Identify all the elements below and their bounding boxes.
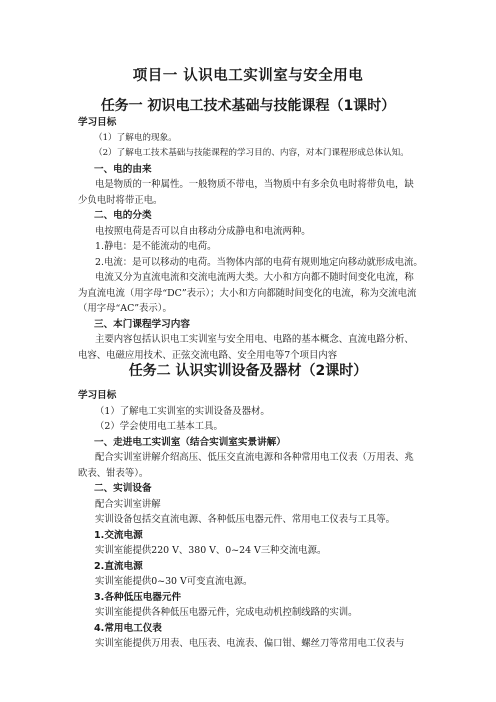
task2-item3-text: 实训室能提供各种低压电器元件，完成电动机控制线路的实训。 [95, 607, 358, 618]
project-title: 项目一 认识电工实训室与安全用电 [132, 68, 364, 84]
task2-section2-line1: 配合实训室讲解 [95, 498, 161, 510]
task2-section2-heading: 二、实训设备 [94, 483, 152, 494]
task2-item3-heading: 3.各种低压电器元件 [94, 591, 182, 603]
task1-section3-heading: 三、本门课程学习内容 [94, 318, 190, 330]
task2-item1-text: 实训室能提供220 V、380 V、0~24 V三种交流电源。 [95, 545, 327, 556]
task2-section2-line2: 实训设备包括交直流电源、各种低压电器元件、常用电工仪表与工具等。 [95, 514, 396, 525]
task1-section2-intro: 电按照电荷是否可以自由移动分成静电和电流两种。 [95, 225, 311, 237]
task2-item2-text: 实训室能提供0~30 V可变直流电源。 [95, 576, 253, 587]
task1-goals-heading: 学习目标 [78, 117, 117, 128]
task1-section2-item2: 2.电流：是可以移动的电荷。当物体内部的电荷有规则地定向移动就形成电流。 [95, 256, 423, 268]
task1-goal-2: （2）了解电工技术基础与技能课程的学习目的、内容，对本门课程形成总体认知。 [94, 148, 409, 158]
task2-item4-text: 实训室能提供万用表、电压表、电流表、偏口钳、螺丝刀等常用电工仪表与 [95, 638, 405, 649]
task1-section2-heading: 二、电的分类 [94, 210, 152, 221]
task1-section3-text: 主要内容包括认识电工实训室与安全用电、电路的基本概念、直流电路分析、电容、电磁应用技术、正弦交流电路、安全用电等7个项目内容 [78, 334, 414, 361]
task2-section1-text: 配合实训室讲解介绍高压、低压交直流电源和各种常用电工仪表（万用表、兆欧表、钳表等）。 [78, 452, 414, 479]
task2-section1-heading: 一、走进电工实训室（结合实训室实景讲解） [94, 436, 286, 448]
task2-goal-2: （2）学会使用电工基本工具。 [95, 421, 223, 432]
task2-goals-heading: 学习目标 [78, 390, 117, 401]
task2-item1-heading: 1.交流电源 [94, 529, 143, 541]
task2-title: 任务二 认识实训设备及器材（2课时） [128, 363, 368, 379]
task2-body [78, 388, 423, 652]
task1-goal-1: （1）了解电的现象。 [94, 132, 177, 143]
task1-body [78, 115, 423, 363]
task1-title: 任务一 初识电工技术基础与技能课程（1课时） [100, 98, 396, 114]
task2-item2-heading: 2.直流电源 [94, 560, 143, 572]
task1-section1-heading: 一、电的由来 [94, 163, 152, 175]
task1-section2-item1: 1.静电：是不能流动的电荷。 [95, 241, 217, 252]
task1-section2-para: 电流又分为直流电流和交流电流两大类。大小和方向都不随时间变化电流，称为直流电流（用字母“DC”表示）；大小和方向都随时间变化的电流，称为交流电流（用字母“AC”表示）。 [78, 272, 417, 314]
task1-section1-text: 电是物质的一种属性。一般物质不带电，当物质中有多余负电时将带负电，缺少负电时将带正电。 [78, 179, 414, 206]
task2-goal-1: （1）了解电工实训室的实训设备及器材。 [95, 405, 270, 417]
task2-item4-heading: 4.常用电工仪表 [94, 622, 162, 634]
